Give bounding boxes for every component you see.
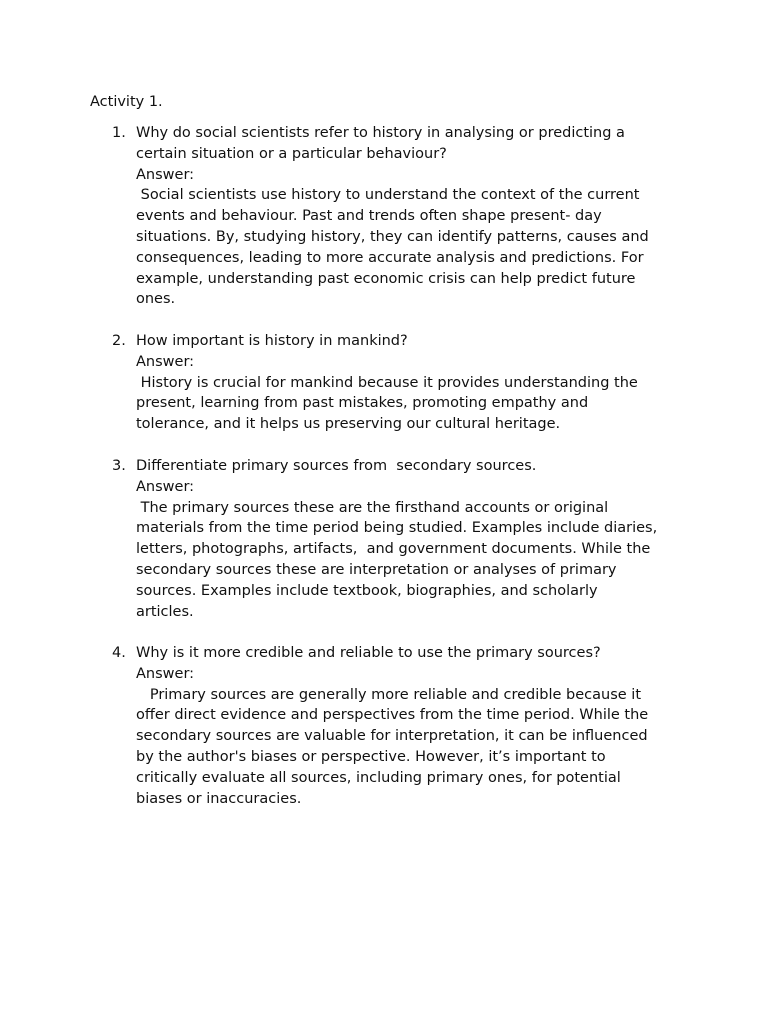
answer-text-line: critically evaluate all sources, including primary ones, for potential: [136, 769, 621, 786]
question-text-line: Differentiate primary sources from secondary sources.: [136, 458, 537, 474]
answer-text-line: tolerance, and it helps us preserving our cultural heritage.: [136, 416, 561, 433]
answer-text-line: present, learning from past mistakes, promoting empathy and: [136, 395, 589, 412]
answer-text-line: situations. By, studying history, they can identify patterns, causes and: [136, 228, 649, 245]
question-number: 1.: [112, 125, 126, 141]
question-body: [136, 643, 696, 809]
question-body: [136, 456, 696, 622]
question-body: [136, 123, 696, 310]
answer-text-line: Primary sources are generally more reliable and credible because it: [136, 686, 642, 703]
answer-text-line: biases or inaccuracies.: [136, 790, 302, 807]
answer-text-line: The primary sources these are the firsthand accounts or original: [136, 499, 609, 516]
answer-text-line: articles.: [136, 603, 194, 620]
activity-title: Activity 1.: [90, 94, 163, 110]
answer-text-line: sources. Examples include textbook, biographies, and scholarly: [136, 582, 598, 599]
answer-text-line: secondary sources these are interpretation or analyses of primary: [136, 561, 617, 578]
question-number: 4.: [112, 645, 126, 661]
answer-text-line: consequences, leading to more accurate analysis and predictions. For: [136, 249, 644, 266]
answer-text-line: secondary sources are valuable for interpretation, it can be influenced: [136, 728, 648, 745]
answer-text-line: History is crucial for mankind because it provides understanding the: [136, 374, 638, 391]
question-text-line: certain situation or a particular behaviour?: [136, 145, 447, 162]
answer-text-line: materials from the time period being studied. Examples include diaries,: [136, 520, 658, 537]
answer-text-line: Social scientists use history to understand the context of the current: [136, 187, 640, 204]
answer-text-line: by the author's biases or perspective. However, it’s important to: [136, 748, 606, 765]
answer-text-line: ones.: [136, 291, 176, 308]
question-number: 3.: [112, 458, 126, 474]
answer-text-line: letters, photographs, artifacts, and government documents. While the: [136, 541, 651, 558]
answer-label: Answer:: [136, 478, 195, 495]
question-text-line: Why do social scientists refer to history in analysing or predicting a: [136, 125, 625, 141]
answer-label: Answer:: [136, 166, 195, 183]
question-text-line: How important is history in mankind?: [136, 333, 408, 349]
answer-text-line: example, understanding past economic crisis can help predict future: [136, 270, 636, 287]
answer-text-line: events and behaviour. Past and trends often shape present- day: [136, 208, 602, 225]
question-body: [136, 331, 696, 435]
question-text-line: Why is it more credible and reliable to use the primary sources?: [136, 645, 601, 661]
question-number: 2.: [112, 333, 126, 349]
answer-text-line: offer direct evidence and perspectives from the time period. While the: [136, 707, 649, 724]
answer-label: Answer:: [136, 665, 195, 682]
answer-label: Answer:: [136, 353, 195, 370]
